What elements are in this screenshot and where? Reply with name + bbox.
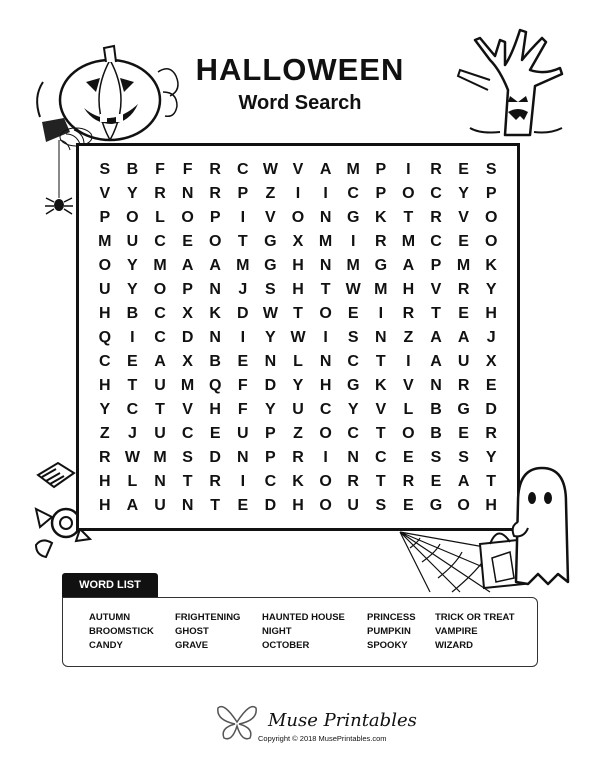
- grid-letter: O: [319, 473, 332, 490]
- grid-letter: P: [485, 185, 497, 202]
- grid-letter: E: [127, 353, 138, 370]
- grid-letter: R: [209, 185, 221, 202]
- grid-letter: Y: [458, 185, 469, 202]
- grid-letter: I: [323, 185, 328, 202]
- grid-letter: V: [375, 401, 387, 418]
- grid-letter: C: [126, 401, 139, 418]
- grid-letter: V: [458, 209, 469, 226]
- grid-letter: A: [319, 161, 332, 178]
- grid-letter: S: [182, 449, 193, 466]
- grid-letter: Y: [127, 281, 138, 298]
- grid-letter: P: [265, 425, 276, 442]
- grid-letter: G: [264, 233, 277, 250]
- word-list: [62, 597, 538, 667]
- word-list-item: AUTUMN: [89, 612, 131, 623]
- grid-letter: R: [402, 473, 415, 490]
- grid-letter: B: [430, 401, 442, 418]
- word-list-item: CANDY: [89, 640, 123, 651]
- grid-letter: K: [375, 209, 387, 226]
- grid-letter: R: [154, 185, 166, 202]
- grid-letter: S: [99, 161, 111, 178]
- grid-letter: Y: [485, 281, 497, 298]
- grid-letter: H: [292, 257, 304, 274]
- grid-letter: S: [347, 329, 359, 346]
- grid-letter: A: [457, 473, 470, 490]
- word-list-column: [367, 612, 416, 652]
- grid-letter: A: [126, 497, 139, 514]
- word-list-item: HAUNTED HOUSE: [262, 612, 345, 623]
- grid-letter: N: [319, 353, 332, 370]
- grid-letter: I: [295, 185, 301, 202]
- grid-letter: T: [403, 209, 414, 226]
- word-list-item: PRINCESS: [367, 612, 416, 623]
- grid-letter: C: [375, 449, 387, 466]
- grid-letter: L: [403, 401, 414, 418]
- grid-letter: C: [347, 185, 359, 202]
- brand-name: Muse Printables: [268, 710, 417, 731]
- grid-letter: H: [485, 305, 497, 322]
- grid-letter: N: [154, 473, 166, 490]
- grid-letter: E: [458, 161, 469, 178]
- grid-letter: O: [402, 425, 415, 442]
- grid-letter: E: [182, 233, 193, 250]
- grid-letter: M: [456, 257, 471, 274]
- grid-letter: Y: [292, 377, 304, 394]
- grid-letter: M: [153, 257, 167, 274]
- grid-letter: Y: [347, 401, 359, 418]
- grid-letter: C: [237, 161, 249, 178]
- grid-letter: H: [402, 281, 415, 298]
- grid-letter: G: [429, 497, 443, 514]
- grid-letter: E: [403, 449, 414, 466]
- grid-letter: Z: [99, 425, 110, 442]
- grid-letter: D: [264, 377, 277, 394]
- grid-letter: U: [292, 401, 304, 418]
- grid-letter: L: [127, 473, 138, 490]
- grid-letter: W: [290, 329, 306, 346]
- grid-letter: O: [98, 257, 112, 274]
- word-list-item: BROOMSTICK: [89, 626, 154, 637]
- word-list-item: FRIGHTENING: [175, 612, 241, 623]
- grid-letter: H: [99, 497, 111, 514]
- grid-letter: A: [430, 353, 442, 370]
- grid-letter: G: [457, 401, 470, 418]
- grid-letter: G: [346, 377, 360, 394]
- grid-letter: O: [208, 233, 222, 250]
- grid-letter: R: [485, 425, 497, 442]
- grid-letter: Y: [127, 257, 138, 274]
- grid-letter: H: [485, 497, 497, 514]
- grid-letter: R: [99, 449, 111, 466]
- grid-letter: O: [457, 497, 470, 514]
- page-title: HALLOWEEN: [195, 52, 405, 87]
- grid-letter: I: [240, 209, 246, 226]
- word-search-grid: [76, 143, 520, 531]
- grid-letter: C: [347, 425, 359, 442]
- grid-letter: R: [430, 161, 442, 178]
- word-list-column: [262, 612, 345, 652]
- grid-letter: V: [182, 401, 193, 418]
- grid-letter: R: [209, 161, 221, 178]
- grid-letter: N: [237, 449, 249, 466]
- grid-letter: M: [346, 161, 360, 178]
- grid-letter: R: [402, 305, 415, 322]
- grid-letter: R: [430, 209, 442, 226]
- grid-letter: I: [406, 161, 411, 178]
- grid-letter: O: [319, 497, 332, 514]
- grid-letter: U: [347, 497, 359, 514]
- grid-letter: I: [406, 353, 411, 370]
- grid-letter: X: [292, 233, 304, 250]
- grid-letter: O: [153, 281, 167, 298]
- grid-letter: A: [209, 257, 221, 274]
- word-list-item: SPOOKY: [367, 640, 408, 651]
- copyright-text: Copyright © 2018 MusePrintables.com: [258, 734, 387, 743]
- grid-letter: N: [181, 497, 194, 514]
- spider-icon: [44, 140, 74, 220]
- grid-letter: R: [375, 233, 387, 250]
- grid-letter: C: [430, 185, 442, 202]
- grid-letter: C: [99, 353, 111, 370]
- grid-letter: N: [209, 329, 221, 346]
- grid-letter: T: [237, 233, 248, 250]
- grid-letter: N: [264, 353, 277, 370]
- grid-letter: M: [236, 257, 250, 274]
- word-list-item: PUMPKIN: [367, 626, 411, 637]
- pumpkin-icon: [28, 42, 188, 152]
- grid-letter: A: [181, 257, 194, 274]
- grid-letter: C: [154, 329, 166, 346]
- grid-letter: Y: [127, 185, 138, 202]
- grid-letter: M: [346, 257, 360, 274]
- grid-letter: A: [430, 329, 442, 346]
- grid-letter: K: [292, 473, 304, 490]
- word-list-column: [89, 612, 154, 652]
- grid-letter: I: [240, 473, 246, 490]
- grid-letter: E: [458, 425, 469, 442]
- grid-letter: Y: [265, 401, 276, 418]
- page-subtitle: Word Search: [238, 92, 362, 114]
- grid-letter: Q: [98, 329, 112, 346]
- grid-letter: M: [401, 233, 416, 250]
- grid-letter: P: [375, 161, 387, 178]
- word-list-item: VAMPIRE: [435, 626, 478, 637]
- grid-letter: H: [292, 497, 304, 514]
- grid-letter: V: [99, 185, 111, 202]
- grid-letter: D: [237, 305, 249, 322]
- grid-letter: T: [375, 425, 386, 442]
- grid-letter: V: [265, 209, 276, 226]
- grid-letter: P: [182, 281, 193, 298]
- grid-letter: W: [345, 281, 361, 298]
- grid-letter: A: [402, 257, 415, 274]
- grid-letter: T: [320, 281, 331, 298]
- grid-letter: J: [238, 281, 248, 298]
- grid-letter: V: [403, 377, 414, 394]
- grid-letter: D: [181, 329, 194, 346]
- grid-letter: H: [99, 377, 111, 394]
- grid-letter: V: [292, 161, 304, 178]
- grid-letter: M: [318, 233, 333, 250]
- grid-letter: O: [319, 425, 332, 442]
- grid-letter: C: [154, 233, 166, 250]
- word-list-item: OCTOBER: [262, 640, 310, 651]
- grid-letter: U: [237, 425, 249, 442]
- grid-letter: P: [430, 257, 442, 274]
- grid-letter: K: [485, 257, 497, 274]
- grid-letter: U: [154, 497, 166, 514]
- grid-letter: K: [375, 377, 387, 394]
- grid-letter: F: [237, 401, 248, 418]
- word-list-item: GRAVE: [175, 640, 209, 651]
- grid-letter: P: [265, 449, 276, 466]
- word-list-item: WIZARD: [435, 640, 473, 651]
- grid-letter: H: [99, 305, 111, 322]
- grid-letter: R: [457, 377, 470, 394]
- grid-letter: K: [209, 305, 221, 322]
- grid-letter: R: [292, 449, 304, 466]
- grid-letter: O: [484, 209, 498, 226]
- grid-letter: E: [430, 473, 442, 490]
- grid-letter: X: [182, 305, 193, 322]
- grid-letter: T: [293, 305, 303, 322]
- grid-letter: Z: [293, 425, 303, 442]
- grid-letter: U: [154, 425, 166, 442]
- grid-letter: O: [181, 209, 194, 226]
- grid-letter: T: [375, 353, 386, 370]
- grid-letter: N: [430, 377, 442, 394]
- grid-letter: F: [182, 161, 193, 178]
- word-list-column: [435, 612, 515, 652]
- grid-letter: S: [430, 449, 442, 466]
- grid-letter: N: [181, 185, 194, 202]
- grid-letter: X: [182, 353, 193, 370]
- grid-letter: C: [181, 425, 194, 442]
- grid-letter: E: [347, 305, 359, 322]
- grid-letter: O: [291, 209, 305, 226]
- grid-letter: T: [486, 473, 497, 490]
- grid-letter: I: [130, 329, 135, 346]
- grid-letter: M: [374, 281, 388, 298]
- grid-letter: O: [126, 209, 139, 226]
- grid-letter: U: [126, 233, 139, 250]
- grid-letter: T: [431, 305, 441, 322]
- grid-letter: O: [319, 305, 332, 322]
- grid-letter: J: [127, 425, 137, 442]
- tree-monster-icon: [450, 20, 575, 140]
- grid-letter: Y: [265, 329, 276, 346]
- grid-letter: B: [126, 161, 139, 178]
- grid-letter: U: [154, 377, 166, 394]
- grid-letter: E: [237, 353, 249, 370]
- grid-letter: T: [155, 401, 165, 418]
- grid-letter: T: [375, 473, 386, 490]
- grid-letter: Y: [485, 449, 497, 466]
- grid-letter: E: [403, 497, 414, 514]
- grid-letter: O: [484, 233, 498, 250]
- grid-letter: H: [319, 377, 332, 394]
- grid-letter: I: [323, 329, 328, 346]
- grid-letter: S: [265, 281, 276, 298]
- grid-letter: V: [430, 281, 442, 298]
- word-list-column: [175, 612, 240, 652]
- grid-letter: Y: [99, 401, 111, 418]
- grid-letter: L: [293, 353, 303, 370]
- grid-letter: D: [264, 497, 277, 514]
- grid-letter: U: [457, 353, 470, 370]
- grid-letter: S: [485, 161, 497, 178]
- grid-letter: L: [155, 209, 165, 226]
- grid-letter: F: [237, 377, 248, 394]
- grid-letter: S: [458, 449, 469, 466]
- grid-letter: O: [402, 185, 415, 202]
- grid-letter: M: [153, 449, 167, 466]
- grid-letter: C: [347, 353, 359, 370]
- letter-grid: [91, 158, 505, 518]
- grid-letter: N: [375, 329, 387, 346]
- grid-letter: C: [430, 233, 442, 250]
- grid-letter: A: [457, 329, 470, 346]
- grid-letter: R: [347, 473, 359, 490]
- grid-letter: P: [237, 185, 249, 202]
- grid-letter: D: [485, 401, 497, 418]
- grid-letter: Z: [265, 185, 276, 202]
- grid-letter: T: [127, 377, 138, 394]
- grid-letter: I: [350, 233, 356, 250]
- word-list-label: WORD LIST: [62, 573, 158, 597]
- grid-letter: E: [485, 377, 497, 394]
- grid-letter: B: [126, 305, 139, 322]
- grid-letter: X: [485, 353, 497, 370]
- grid-letter: T: [210, 497, 221, 514]
- grid-letter: C: [319, 401, 332, 418]
- grid-letter: I: [378, 305, 384, 322]
- grid-letter: H: [99, 473, 111, 490]
- word-list-item: TRICK OR TREAT: [435, 612, 515, 623]
- butterfly-logo-icon: [216, 702, 258, 742]
- grid-letter: G: [374, 257, 388, 274]
- grid-letter: E: [458, 233, 469, 250]
- grid-letter: B: [430, 425, 442, 442]
- grid-letter: D: [209, 449, 221, 466]
- grid-letter: B: [209, 353, 221, 370]
- grid-letter: Z: [403, 329, 414, 346]
- grid-letter: E: [458, 305, 469, 322]
- word-list-item: NIGHT: [262, 626, 292, 637]
- grid-letter: Q: [208, 377, 222, 394]
- grid-letter: M: [98, 233, 112, 250]
- grid-letter: P: [375, 185, 387, 202]
- grid-letter: A: [154, 353, 166, 370]
- grid-letter: C: [154, 305, 166, 322]
- grid-letter: I: [240, 329, 246, 346]
- grid-letter: J: [486, 329, 496, 346]
- grid-letter: S: [375, 497, 387, 514]
- grid-letter: H: [292, 281, 304, 298]
- grid-letter: G: [346, 209, 360, 226]
- grid-letter: R: [209, 473, 221, 490]
- grid-letter: T: [182, 473, 193, 490]
- grid-letter: G: [264, 257, 277, 274]
- grid-letter: E: [237, 497, 249, 514]
- grid-letter: U: [99, 281, 111, 298]
- grid-letter: M: [180, 377, 195, 394]
- grid-letter: P: [99, 209, 111, 226]
- grid-letter: W: [262, 161, 278, 178]
- grid-letter: N: [319, 209, 332, 226]
- grid-letter: N: [347, 449, 359, 466]
- grid-letter: W: [262, 305, 278, 322]
- grid-letter: I: [323, 449, 328, 466]
- grid-letter: N: [319, 257, 332, 274]
- grid-letter: C: [264, 473, 277, 490]
- grid-letter: E: [209, 425, 221, 442]
- grid-letter: F: [155, 161, 165, 178]
- grid-letter: R: [457, 281, 470, 298]
- grid-letter: N: [209, 281, 221, 298]
- word-list-item: GHOST: [175, 626, 209, 637]
- grid-letter: H: [209, 401, 221, 418]
- ghost-icon: [510, 462, 572, 592]
- grid-letter: P: [209, 209, 221, 226]
- grid-letter: W: [124, 449, 140, 466]
